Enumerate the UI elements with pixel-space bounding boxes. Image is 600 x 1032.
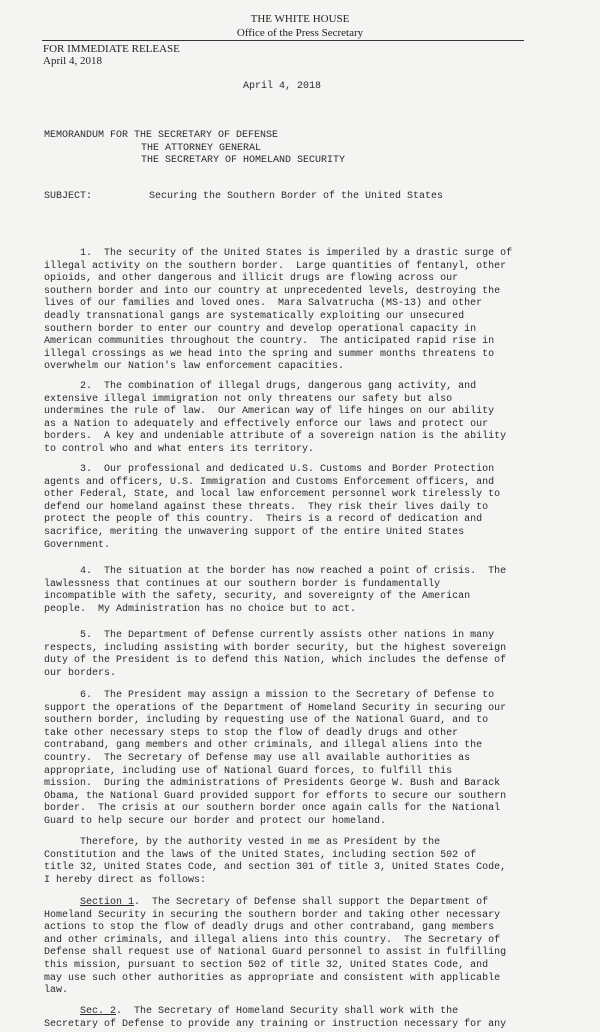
text-line: to control who and what enters its territory.	[44, 443, 315, 455]
text-line: southern border and into our country at unprecedented levels, destroying the	[44, 285, 501, 297]
text-line: respects, including assisting with border security, but the highest sovereign	[44, 642, 507, 654]
text-line: take other necessary steps to stop the flow of deadly drugs and other	[44, 727, 459, 739]
text-line: American communities throughout the country. The anticipated rapid rise in	[44, 336, 495, 348]
text-line: appropriate, including use of National Guard forces, to fulfill this	[44, 765, 453, 777]
text-line: other Federal, State, and local law enforcement personnel work tirelessly to	[44, 489, 501, 501]
text-line: 2. The combination of illegal drugs, dangerous gang activity, and	[44, 381, 477, 392]
text-line: undermines the rule of law. Our American way of life hinges on our ability	[44, 406, 495, 418]
text-line: and other criminals, and illegal aliens into this country. The Secretary of	[44, 934, 501, 946]
text-line: our borders.	[44, 667, 117, 679]
section-1	[44, 897, 522, 998]
text-line: title 32, United States Code, and section 301 of title 3, United States Code,	[44, 862, 507, 874]
text-line: support the operations of the Department of Homeland Security in securing our	[44, 702, 507, 714]
text-line: contraband, gang members and other criminals, and illegal aliens into the	[44, 740, 483, 752]
paragraph-therefore	[44, 837, 522, 887]
text-line: border. The crisis at our southern border once again calls for the National	[44, 803, 501, 815]
header-rule	[42, 40, 524, 41]
memo-to-line: MEMORANDUM FOR THE SECRETARY OF DEFENSE	[44, 130, 279, 141]
text-line: agents and officers, U.S. Immigration and Customs Enforcement officers, and	[44, 476, 495, 488]
text-line: illegal crossings as we head into the spring and summer months threatens to	[44, 348, 495, 360]
text-line: incompatible with the safety, security, and sovereignty of the American	[44, 591, 471, 603]
paragraph-6	[44, 690, 522, 829]
paragraph-2	[44, 381, 522, 457]
text-line: Obama, the National Guard provided support for efforts to secure our southern	[44, 790, 507, 802]
text-line: protect the people of this country. Theirs is a record of dedication and	[44, 514, 483, 526]
text-line: this mission, pursuant to section 502 of title 32, United States Code, and	[44, 959, 489, 971]
text-line: people. My Administration has no choice but to act.	[44, 603, 357, 615]
text-line: extensive illegal immigration not only threatens our safety but also	[44, 393, 453, 405]
text-line: Sec. 2. The Secretary of Homeland Security shall work with the	[80, 1006, 459, 1017]
text-line: borders. A key and undeniable attribute of a sovereign nation is the ability	[44, 431, 507, 443]
memo-recipient-3: THE SECRETARY OF HOMELAND SECURITY	[141, 155, 346, 166]
paragraph-4	[44, 566, 522, 616]
text-line: lives of our families and loved ones. Mara Salvatrucha (MS-13) and other	[44, 298, 483, 310]
text-line: as a Nation to adequately and effectively enforce our laws and protect our	[44, 418, 489, 430]
release-date: April 4, 2018	[43, 55, 102, 67]
text-line: Secretary of Defense to provide any training or instruction necessary for any	[44, 1018, 507, 1030]
text-line: Defense shall request use of National Guard personnel to assist in fulfilling	[44, 947, 507, 959]
header-title: THE WHITE HOUSE	[250, 13, 350, 25]
section-2	[44, 1006, 522, 1031]
text-line: duty of the President is to defend this Nation, which includes the defense of	[44, 655, 507, 667]
text-line: actions to stop the flow of deadly drugs and other contraband, gang members	[44, 922, 495, 934]
release-label: FOR IMMEDIATE RELEASE	[43, 43, 180, 55]
text-line: I hereby direct as follows:	[44, 874, 207, 886]
release-block	[43, 43, 180, 67]
subject-label: SUBJECT:	[44, 191, 93, 202]
text-line: opioids, and other dangerous and illicit drugs are flowing across our	[44, 273, 459, 285]
text-line: 4. The situation at the border has now reached a point of crisis. The	[44, 566, 507, 577]
text-line: southern border to enter our country and develop operational capacity in	[44, 323, 477, 335]
text-line: 1. The security of the United States is imperiled by a drastic surge of	[44, 248, 513, 259]
memo-recipient-2: THE ATTORNEY GENERAL	[141, 142, 262, 154]
text-line: Section 1. The Secretary of Defense shall support the Department of	[80, 897, 489, 908]
paragraph-1	[44, 248, 522, 374]
paragraph-3	[44, 464, 522, 552]
text-line: law.	[44, 985, 69, 997]
text-line: may use such other authorities as appropriate and consistent with applicable	[44, 972, 501, 984]
text-line: defend our homeland against these threats. They risk their lives daily to	[44, 501, 489, 513]
text-line: 5. The Department of Defense currently assists other nations in many	[44, 630, 495, 641]
text-line: mission. During the administrations of Presidents George W. Bush and Barack	[44, 778, 501, 790]
memo-subject	[44, 191, 444, 202]
memo-date: April 4, 2018	[243, 81, 322, 92]
section-heading: Section 1	[80, 897, 135, 908]
paragraph-5	[44, 630, 522, 680]
text-line: Constitution and the laws of the United States, including section 502 of	[44, 849, 477, 861]
memo-recipients	[44, 130, 345, 168]
text-line: lawlessness that continues at our southern border is fundamentally	[44, 578, 441, 590]
text-line: Guard to help secure our border and protect our homeland.	[44, 815, 387, 827]
text-line: Therefore, by the authority vested in me as President by the	[44, 837, 441, 848]
text-line: Government.	[44, 539, 111, 551]
text-line: 3. Our professional and dedicated U.S. Customs and Border Protection	[44, 464, 495, 475]
subject-text: Securing the Southern Border of the United States	[149, 191, 444, 202]
section-heading: Sec. 2	[80, 1006, 117, 1017]
text-line: Homeland Security in securing the southern border and taking other necessary	[44, 909, 501, 921]
header-subtitle: Office of the Press Secretary	[236, 27, 364, 39]
text-line: illegal activity on the southern border. Large quantities of fentanyl, other	[44, 260, 507, 272]
text-line: deadly transnational gangs are systematically exploiting our unsecured	[44, 310, 465, 322]
text-line: overwhelm our Nation's law enforcement capacities.	[44, 361, 345, 373]
text-line: sacrifice, meriting the unwavering support of the entire United States	[44, 526, 465, 538]
text-line: 6. The President may assign a mission to the Secretary of Defense to	[44, 690, 495, 701]
text-line: country. The Secretary of Defense may use all available authorities as	[44, 752, 471, 764]
text-line: southern border, including by requesting use of the National Guard, and to	[44, 715, 489, 727]
